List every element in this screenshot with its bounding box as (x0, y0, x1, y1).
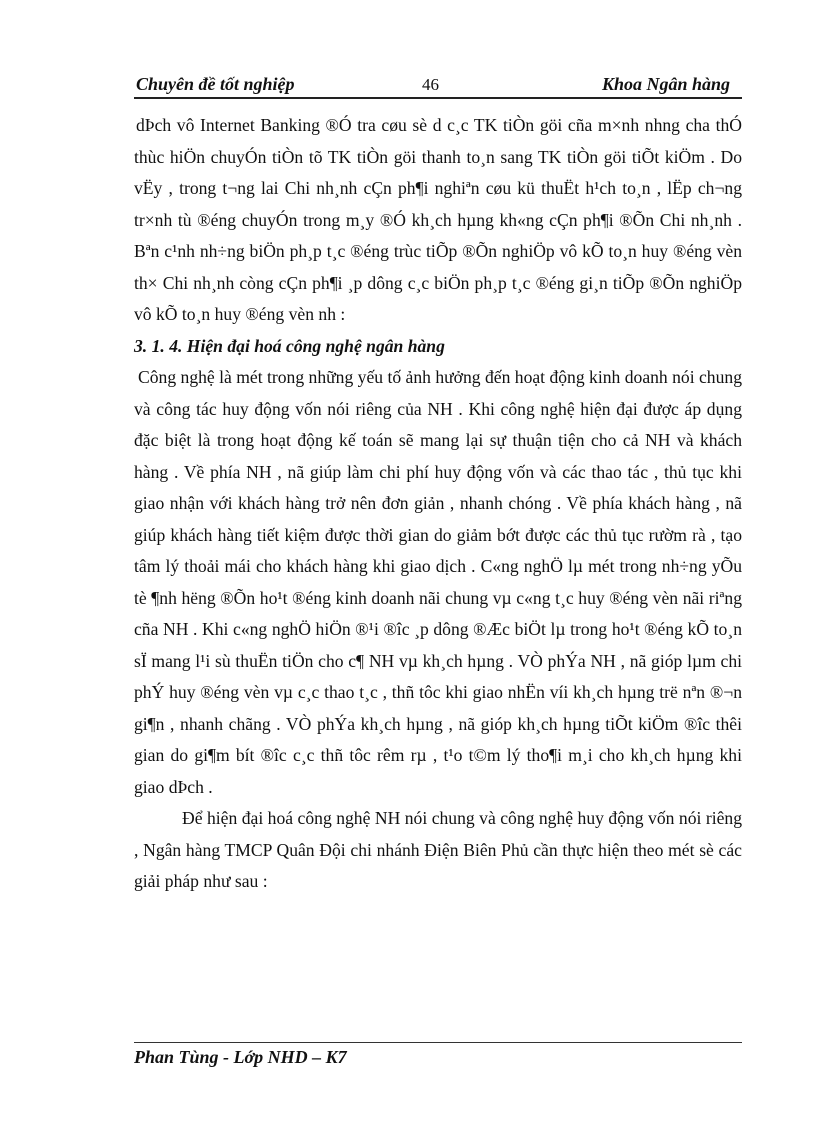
header-document-title: Chuyên đề tốt nghiệp (136, 74, 295, 94)
header-faculty: Khoa Ngân hàng (601, 74, 730, 94)
header-rule (134, 97, 742, 99)
section-heading: 3. 1. 4. Hiện đại hoá công nghệ ngân hàng (134, 335, 445, 356)
paragraph-technology: Công nghệ là mét trong những yếu tố ảnh hưởng đến hoạt động kinh doanh nói chung và công tác huy động vốn nói riêng của NH . Khi công nghệ hiện đại được áp dụng đặc biệt là trong hoạt động kế toán sẽ mang lại sự thuận tiện cho cả NH và khách hàng . Về phía NH , nã giúp làm chi phí huy động vốn và các thao tác , thủ tục khi giao nhận với khách hàng trở nên đơn giản , nhanh chóng . Về phía khách hàng , nã giúp khách hàng tiết kiệm được thời gian do giảm bớt được các thủ tục rườm rà , tạo tâm lý thoải mái cho khách hàng khi giao dịch . C«ng nghÖ lµ mét trong nh÷ng yÕu tè ¶nh hëng ®Õn ho¹t ®éng kinh doanh nãi chung vµ c«ng t¸c huy ®éng vèn nãi riªng cña NH . Khi c«ng nghÖ hiÖn ®¹i ®îc ¸p dông ®Æc biÖt lµ trong ho¹t ®éng kÕ to¸n sÏ mang l¹i sù thuËn tiÖn cho c¶ NH vµ kh¸ch hµng . VÒ phÝa NH , nã gióp lµm chi phÝ huy ®éng vèn vµ c¸c thao t¸c , thñ tôc khi giao nhËn víi kh¸ch hµng trë nªn ®¬n gi¶n , nhanh chãng . VÒ phÝa kh¸ch hµng , nã gióp kh¸ch hµng tiÕt kiÖm ®îc thêi gian do gi¶m bít ®îc c¸c thñ tôc rêm rµ , t¹o t©m lý tho¶i m¸i cho kh¸ch hµng khi giao dÞch . (134, 367, 742, 797)
page-body (134, 110, 742, 898)
paragraph-solutions-intro: Để hiện đại hoá công nghệ NH nói chung và công nghệ huy động vốn nói riêng , Ngân hàng TMCP Quân Đội chi nhánh Điện Biên Phủ cần thực hiện theo mét sè các giải pháp như sau : (134, 808, 742, 891)
paragraph-internet-banking: dÞch vô Internet Banking ®Ó tra cøu sè d c¸c TK tiÒn göi cña m×nh nhng cha thÓ thùc hiÖn chuyÓn tiÒn tõ TK tiÒn göi thanh to¸n sang TK tiÒn göi tiÕt kiÖm . Do vËy , trong t¬ng lai Chi nh¸nh cÇn ph¶i nghiªn cøu kü thuËt h¹ch to¸n , lËp ch¬ng tr×nh tù ®éng chuyÓn trong m¸y ®Ó kh¸ch hµng kh«ng cÇn ph¶i ®Õn Chi nh¸nh . Bªn c¹nh nh÷ng biÖn ph¸p t¸c ®éng trùc tiÕp ®Õn nghiÖp vô kÕ to¸n huy ®éng vèn th× Chi nh¸nh còng cÇn ph¶i ¸p dông c¸c biÖn ph¸p t¸c ®éng gi¸n tiÕp ®Õn nghiÖp vô kÕ to¸n huy ®éng vèn nh : (134, 115, 742, 324)
page-footer-author: Phan Tùng - Lớp NHD – K7 (134, 1047, 347, 1067)
footer-rule (134, 1042, 742, 1043)
page-header (134, 72, 740, 98)
header-page-number: 46 (422, 75, 439, 94)
